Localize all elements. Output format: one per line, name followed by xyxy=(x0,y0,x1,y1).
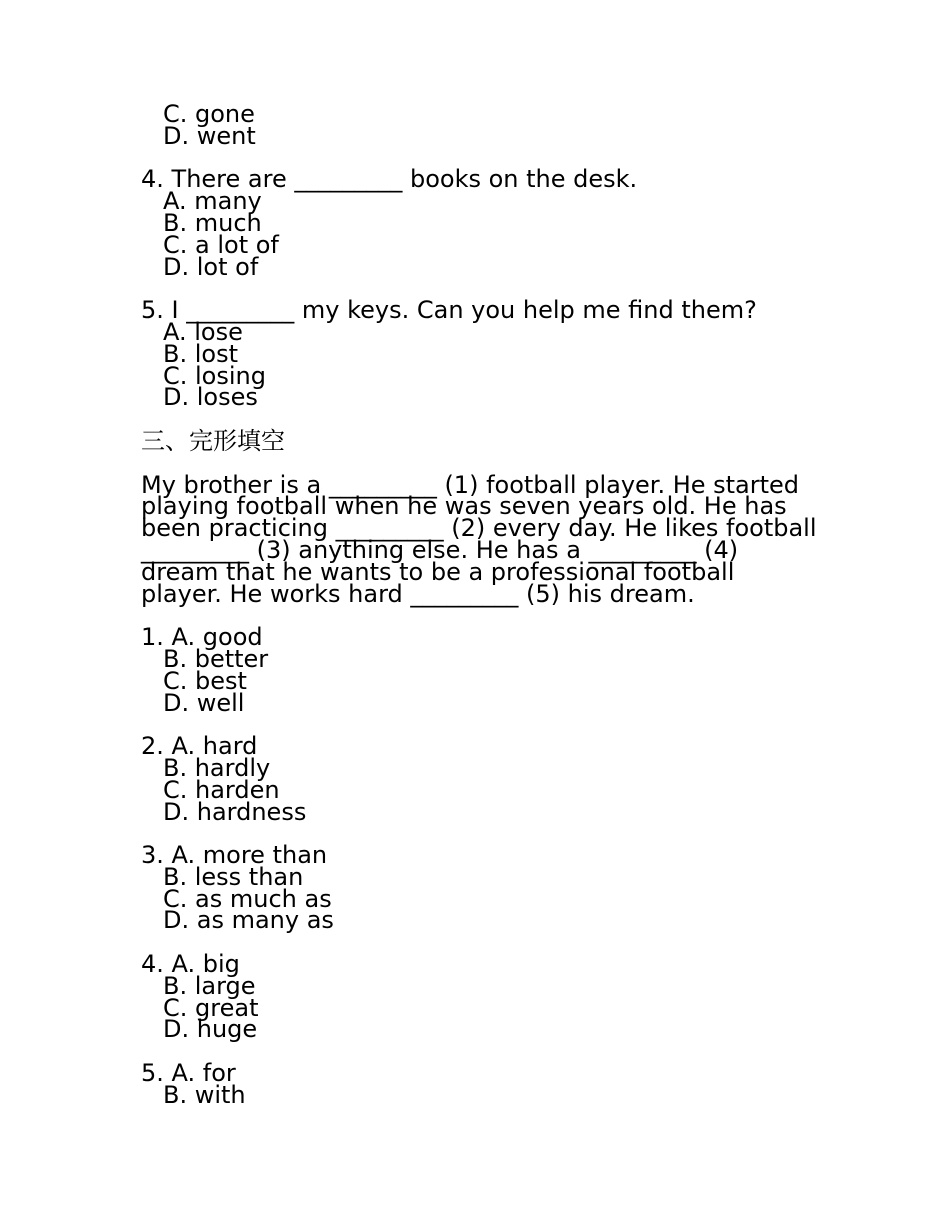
passage-line: playing football when he was seven years old. He has xyxy=(141,492,787,521)
question-stem: 4. There are _________ books on the desk. xyxy=(141,165,638,194)
worksheet-page xyxy=(141,100,821,1128)
option: C. a lot of xyxy=(163,230,279,259)
passage-line: been practicing _________ (2) every day. He likes football xyxy=(141,514,817,543)
passage-line: dream that he wants to be a professional football xyxy=(141,557,735,586)
option: D. as many as xyxy=(163,906,334,935)
cloze-item-first: 4. A. big xyxy=(141,950,240,979)
option: A. lose xyxy=(163,317,243,346)
cloze-item-3 xyxy=(141,841,821,935)
cloze-item-first: 3. A. more than xyxy=(141,841,328,870)
passage-line: My brother is a _________ (1) football player. He started xyxy=(141,470,800,499)
cloze-item-4 xyxy=(141,950,821,1044)
question-3-tail xyxy=(141,100,821,150)
option: C. as much as xyxy=(163,884,332,913)
option: D. well xyxy=(163,688,245,717)
cloze-item-first: 1. A. good xyxy=(141,623,263,652)
section-heading: 三、完形填空 xyxy=(141,426,285,455)
option: B. large xyxy=(163,971,256,1000)
passage-line: _________ (3) anything else. He has a _________ (4) xyxy=(141,535,739,564)
question-4 xyxy=(141,165,821,281)
option: D. huge xyxy=(163,1015,258,1044)
option: B. less than xyxy=(163,862,304,891)
option: B. much xyxy=(163,208,262,237)
option: B. lost xyxy=(163,339,238,368)
passage-line: player. He works hard _________ (5) his dream. xyxy=(141,579,695,608)
cloze-item-first: 5. A. for xyxy=(141,1059,236,1088)
cloze-item-2 xyxy=(141,732,821,826)
option: C. harden xyxy=(163,775,280,804)
option: C. gone xyxy=(163,100,255,128)
option: C. best xyxy=(163,666,247,695)
question-5 xyxy=(141,296,821,412)
cloze-item-5 xyxy=(141,1059,821,1109)
option: D. lot of xyxy=(163,252,259,281)
option: C. losing xyxy=(163,361,266,390)
cloze-passage xyxy=(141,470,821,608)
option: A. many xyxy=(163,187,262,216)
option: D. loses xyxy=(163,383,258,412)
option: D. hardness xyxy=(163,797,307,826)
cloze-item-first: 2. A. hard xyxy=(141,732,258,761)
option: D. went xyxy=(163,121,256,150)
question-stem: 5. I _________ my keys. Can you help me find them? xyxy=(141,296,757,325)
option: B. with xyxy=(163,1080,246,1109)
option: B. hardly xyxy=(163,753,271,782)
cloze-item-1 xyxy=(141,623,821,717)
option: B. better xyxy=(163,644,269,673)
option: C. great xyxy=(163,993,259,1022)
